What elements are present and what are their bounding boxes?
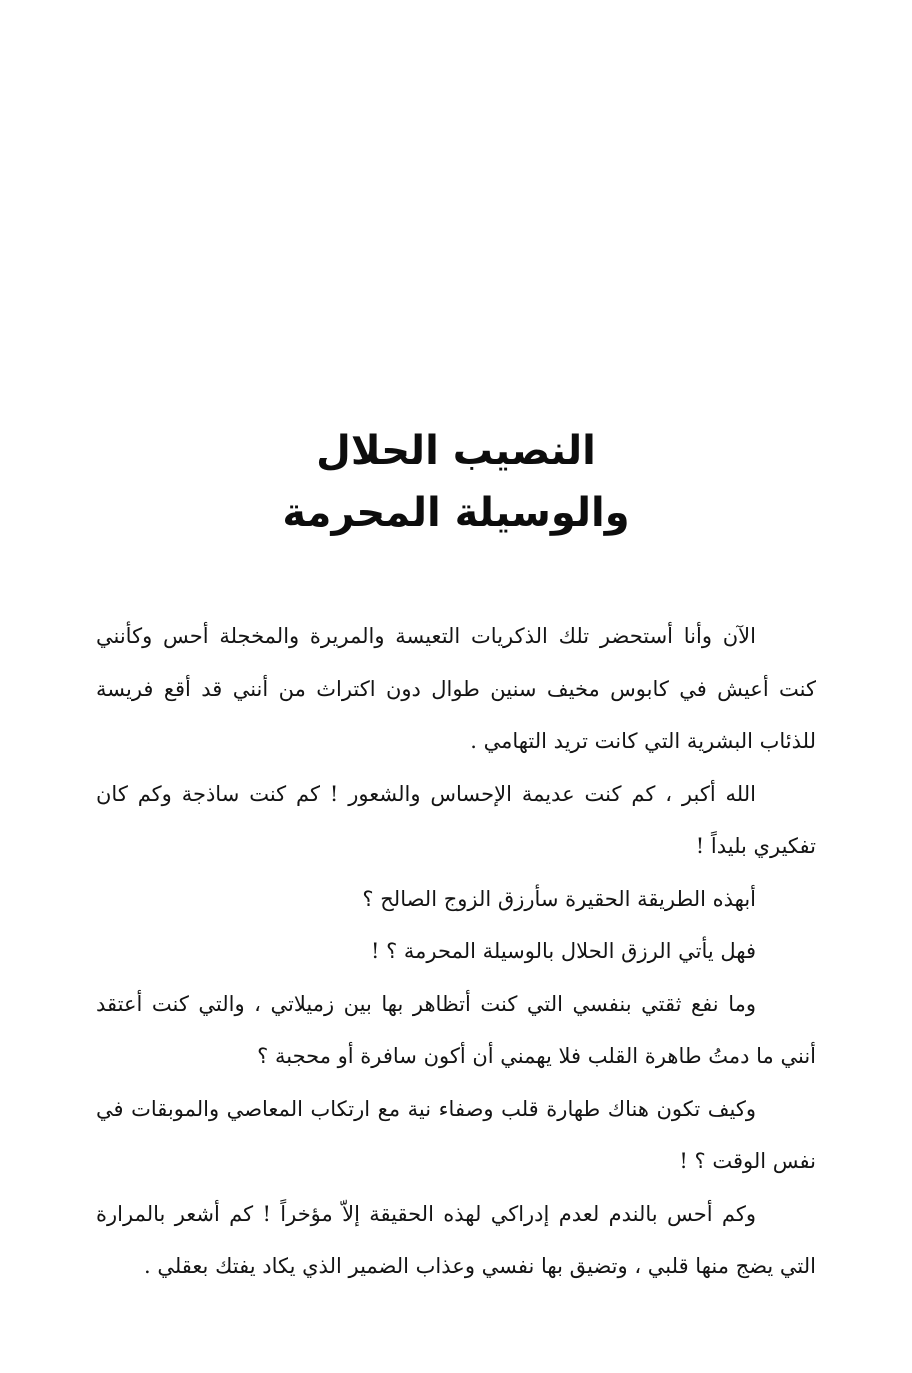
- chapter-title-line-1: النصيب الحلال: [316, 428, 596, 474]
- chapter-title-line-2: والوسيلة المحرمة: [282, 490, 630, 536]
- paragraph: فهل يأتي الرزق الحلال بالوسيلة المحرمة ؟ !: [370, 939, 756, 963]
- paragraph: الآن وأنا أستحضر تلك الذكريات التعيسة والمريرة والمخجلة أحس وكأنني كنت أعيش في كابوس مخيف سنين طوال دون اكتراث من أنني قد أقع فريسة للذئاب البشرية التي كانت تريد التهامي .: [96, 624, 816, 753]
- paragraph: الله أكبر ، كم كنت عديمة الإحساس والشعور ! كم كنت ساذجة وكم كان تفكيري بليداً !: [96, 781, 816, 858]
- paragraph: وكيف تكون هناك طهارة قلب وصفاء نية مع ارتكاب المعاصي والموبقات في نفس الوقت ؟ !: [96, 1096, 816, 1173]
- chapter-title: [0, 420, 912, 544]
- body-text: [96, 610, 816, 1293]
- paragraph: أبهذه الطريقة الحقيرة سأرزق الزوج الصالح ؟: [362, 886, 756, 911]
- paragraph: وما نفع ثقتي بنفسي التي كنت أتظاهر بها بين زميلاتي ، والتي كنت أعتقد أنني ما دمتُ طاهرة القلب فلا يهمني أن أكون سافرة أو محجبة ؟: [96, 991, 816, 1068]
- paragraph: وكم أحس بالندم لعدم إدراكي لهذه الحقيقة إلاّ مؤخراً ! كم أشعر بالمرارة التي يضج منها قلبي ، وتضيق بها نفسي وعذاب الضمير الذي يكاد يفتك بعقلي .: [96, 1201, 816, 1278]
